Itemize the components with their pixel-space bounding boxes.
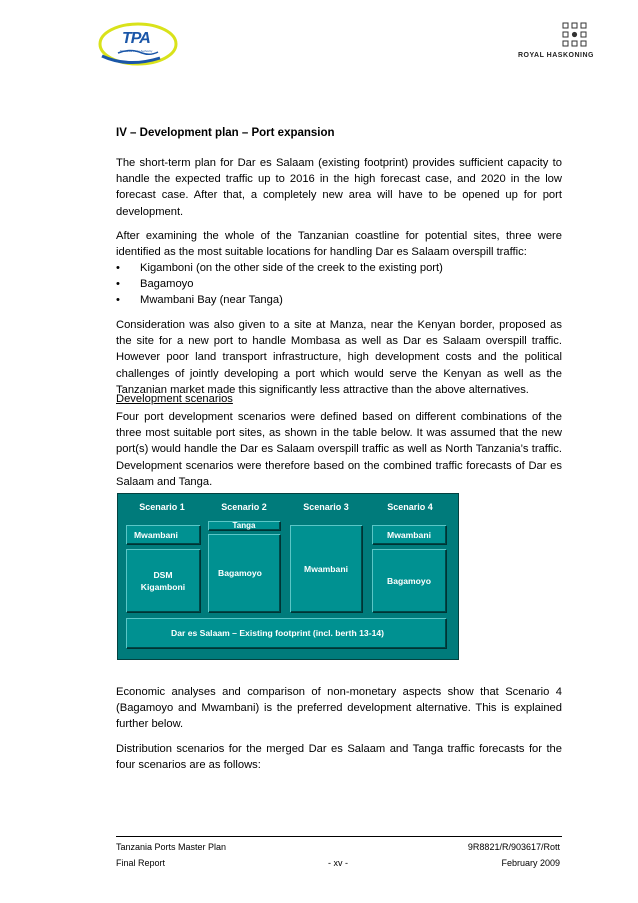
- scenario-2-tanga: Tanga: [208, 521, 280, 530]
- manza-paragraph: Consideration was also given to a site at Manza, near the Kenyan border, proposed as the site for a new port to handle Mombasa as well as Dar es Salaam overspill traffic. However poor land transport infrastructure, high development costs and the political challenges of jointly developing a port which would serve the Kenyan as well as the Tanzanian market made this significantly less attractive than the above alternatives.: [116, 319, 562, 396]
- tpa-logo-tagline: Tanzania Ports Authority: [120, 49, 153, 53]
- scenarios-paragraph: Four port development scenarios were defined based on different combinations of the three most suitable port sites, as shown in the table below. It was assumed that the new port(s) would handle the Dar es Salaam overspill traffic as well as North Tanzania’s traffic. Development scenarios were therefore based on the combined traffic forecasts of Dar es Salaam and Tanga.: [116, 411, 562, 488]
- scenario-1-dsm-kigamboni: DSM Kigamboni: [126, 549, 200, 612]
- economic-paragraph: Economic analyses and comparison of non-monetary aspects show that Scenario 4 (Bagamoyo and Mwambani) is the preferred development alternative. This is explained further below.: [116, 686, 562, 731]
- scenario-3-mwambani: Mwambani: [290, 525, 362, 612]
- intro-paragraph: The short-term plan for Dar es Salaam (existing footprint) provides sufficient capacity to handle the expected traffic up to 2016 in the high forecast case, and 2020 in the low forecast case. After that, a completely new area will have to be opened up for port development.: [116, 157, 562, 218]
- site-list: [116, 260, 562, 309]
- haskoning-grid-icon: [545, 22, 605, 48]
- section-title: IV – Development plan – Port expansion: [116, 127, 335, 139]
- scenario-4-mwambani: Mwambani: [372, 525, 446, 544]
- list-item: [116, 260, 562, 276]
- scenario-2-bagamoyo: Bagamoyo: [208, 534, 280, 612]
- footer-reference: 9R8821/R/903617/Rott: [467, 842, 560, 852]
- list-item: [116, 276, 562, 292]
- tpa-logo: [98, 20, 188, 70]
- scenario-diagram: [117, 493, 459, 660]
- royal-haskoning-logo: [515, 22, 625, 64]
- bullet-symbol: •: [116, 278, 120, 291]
- footer-report: Final Report: [116, 858, 166, 868]
- tpa-logo-text: TPA: [122, 30, 150, 47]
- footer-page-number: - xv -: [328, 858, 348, 868]
- list-item-text: Bagamoyo: [140, 278, 194, 291]
- scenario-1-mwambani: Mwambani: [126, 525, 200, 544]
- scenario-2-header: Scenario 2: [221, 502, 267, 512]
- sites-paragraph: After examining the whole of the Tanzanian coastline for potential sites, three were identified as the most suitable locations for handling Dar es Salaam overspill traffic:: [116, 230, 562, 259]
- footer-project: Tanzania Ports Master Plan: [116, 842, 227, 852]
- footer-date: February 2009: [501, 858, 560, 868]
- list-item: [116, 292, 562, 308]
- scenario-4-header: Scenario 4: [387, 502, 433, 512]
- scenario-3-header: Scenario 3: [303, 502, 349, 512]
- scenario-4-bagamoyo: Bagamoyo: [372, 549, 446, 612]
- footer-divider: [116, 836, 562, 837]
- royal-haskoning-text: ROYAL HASKONING: [518, 52, 594, 59]
- scenario-1-header: Scenario 1: [139, 502, 185, 512]
- list-item-text: Mwambani Bay (near Tanga): [140, 294, 283, 307]
- distribution-paragraph: Distribution scenarios for the merged Dar es Salaam and Tanga traffic forecasts for the four scenarios are as follows:: [116, 743, 562, 772]
- bullet-symbol: •: [116, 262, 120, 274]
- development-scenarios-heading: Development scenarios: [116, 393, 233, 405]
- dar-es-salaam-base: Dar es Salaam – Existing footprint (incl. berth 13-14): [126, 618, 446, 648]
- bullet-symbol: •: [116, 294, 120, 307]
- list-item-text: Kigamboni (on the other side of the creek to the existing port): [140, 262, 443, 274]
